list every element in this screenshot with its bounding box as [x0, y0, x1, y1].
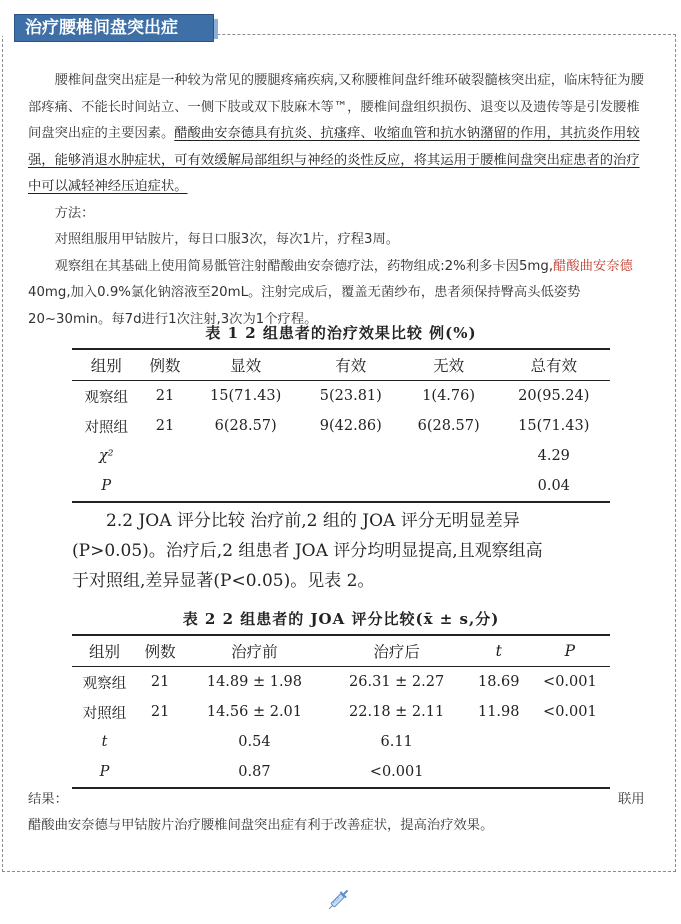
table-cell: [530, 757, 610, 788]
table-cell: [530, 727, 610, 757]
table-cell: [137, 727, 183, 757]
table-cell: P: [72, 471, 141, 502]
table-1-block: [72, 322, 610, 503]
table-row: [72, 757, 610, 788]
table-2-block: [72, 608, 610, 789]
table-cell: [189, 441, 301, 471]
col-header: t: [468, 635, 530, 667]
table-cell: 观察组: [82, 675, 127, 692]
section-header: [14, 14, 214, 42]
section-2-2-line-1: 2.2 JOA 评分比较 治疗前,2 组的 JOA 评分无明显差异: [106, 511, 520, 531]
col-header: 无效: [400, 349, 498, 381]
col-header: 例数: [141, 349, 190, 381]
table-row: [72, 727, 610, 757]
table-cell: 0.04: [498, 471, 610, 502]
table-cell: 18.69: [477, 674, 520, 690]
table-cell: 11.98: [477, 704, 520, 720]
table-row: [72, 441, 610, 471]
section-2-2-line-3: 于对照组,差异显著(P<0.05)。见表 2。: [72, 571, 375, 591]
article-body: [28, 68, 652, 333]
result-label: 结果：: [28, 792, 68, 807]
col-header: 组别: [72, 349, 141, 381]
col-header: 治疗前: [183, 635, 325, 667]
table-cell: [468, 757, 530, 788]
table-cell: t: [101, 734, 108, 750]
table-cell: 4.29: [537, 448, 570, 464]
table-cell: 15(71.43): [518, 418, 590, 434]
table-cell: [141, 471, 190, 502]
table-cell: 观察组: [84, 389, 129, 406]
table-cell: χ²: [98, 448, 114, 464]
table-cell: [302, 441, 400, 471]
table-cell: 15(71.43): [210, 388, 282, 404]
col-header: 显效: [189, 349, 301, 381]
table-cell: 9(42.86): [319, 418, 382, 434]
table-cell: <0.001: [543, 674, 597, 690]
section-2-2-line-2: (P>0.05)。治疗后,2 组患者 JOA 评分均明显提高,且观察组高: [72, 541, 543, 561]
syringe-icon: [324, 884, 354, 914]
col-header: 治疗后: [326, 635, 468, 667]
table-cell: [189, 471, 301, 502]
obs-text-2: 40mg,加入0.9%氯化钠溶液至20mL。注射完成后，覆盖无菌纱布，患者须保持臀高头低姿势20~30min。每7d进行1次注射,3次为1个疗程。: [28, 285, 581, 327]
section-title: 治疗腰椎间盘突出症: [25, 18, 178, 38]
col-header: P: [530, 635, 610, 667]
table-cell: 1(4.76): [422, 388, 476, 404]
method-label: 方法：: [54, 205, 95, 221]
table-1-title: 表 1 2 组患者的治疗效果比较 例(%): [205, 324, 477, 342]
table-header-row: [72, 349, 610, 381]
table-cell: 21: [155, 418, 175, 434]
col-header: 组别: [72, 635, 137, 667]
table-2-title: 表 2 2 组患者的 JOA 评分比较(x̄ ± s,分): [182, 610, 500, 628]
table-cell: [400, 441, 498, 471]
intro-text: 腰椎间盘突出症是一种较为常见的腰腿疼痛疾病,又称腰椎间盘纤维环破裂髓核突出症，临床特征为腰部疼痛、不能长时间站立、一侧下肢或双下肢麻木等™，腰椎间盘组织损伤、退变以及遗传等是引发腰椎间盘突出症的主要因素。: [28, 73, 644, 141]
table-cell: [302, 471, 400, 502]
obs-text-1: 观察组在其基础上使用简易骶管注射醋酸曲安奈德疗法，药物组成:2%利多卡因5mg,: [54, 258, 554, 274]
table-cell: 21: [155, 388, 175, 404]
table-cell: 22.18 ± 2.11: [349, 704, 445, 720]
drug-name-highlight: 醋酸曲安奈德: [553, 258, 633, 274]
table-row: [72, 411, 610, 441]
table-cell: 21: [150, 674, 170, 690]
intro-underlined-text: 醋酸曲安奈德具有抗炎、抗瘙痒、收缩血管和抗水钠潴留的作用，其抗炎作用较强，能够消退水肿症状，可有效缓解局部组织与神经的炎性反应，将其运用于腰椎间盘突出症患者的治疗中可以减轻神经压迫症状。: [28, 126, 640, 194]
table-cell: 21: [150, 704, 170, 720]
table-cell: 6.11: [380, 734, 413, 750]
table-cell: <0.001: [543, 704, 597, 720]
table-cell: 26.31 ± 2.27: [349, 674, 445, 690]
table-row: [72, 697, 610, 727]
table-1: [72, 348, 610, 503]
table-cell: 0.54: [238, 734, 271, 750]
table-cell: 14.56 ± 2.01: [206, 704, 303, 720]
table-row: [72, 667, 610, 698]
table-cell: <0.001: [326, 757, 468, 788]
table-cell: 0.87: [183, 757, 325, 788]
section-2-2: [72, 506, 620, 596]
table-row: [72, 471, 610, 502]
result-text: 醋酸曲安奈德与甲钴胺片治疗腰椎间盘突出症有利于改善症状，提高治疗效果。: [28, 818, 494, 833]
table-header-row: [72, 635, 610, 667]
table-cell: 14.89 ± 1.98: [206, 674, 303, 690]
col-header: 例数: [137, 635, 183, 667]
table-cell: [468, 727, 530, 757]
table-2: [72, 634, 610, 789]
table-cell: 6(28.57): [214, 418, 277, 434]
result-tail: 联用: [618, 792, 645, 807]
col-header: 有效: [302, 349, 400, 381]
table-cell: [137, 757, 183, 788]
intro-paragraph: [28, 68, 652, 201]
table-row: [72, 381, 610, 412]
table-cell: [400, 471, 498, 502]
table-cell: [141, 441, 190, 471]
table-cell: 对照组: [82, 705, 127, 722]
table-cell: 5(23.81): [319, 388, 382, 404]
table-cell: 6(28.57): [417, 418, 480, 434]
table-cell: 对照组: [84, 419, 129, 436]
table-cell: P: [72, 757, 137, 788]
col-header: 总有效: [498, 349, 610, 381]
control-group-method: 对照组服用甲钴胺片，每日口服3次，每次1片，疗程3周。: [54, 232, 400, 247]
table-cell: 20(95.24): [518, 388, 590, 404]
